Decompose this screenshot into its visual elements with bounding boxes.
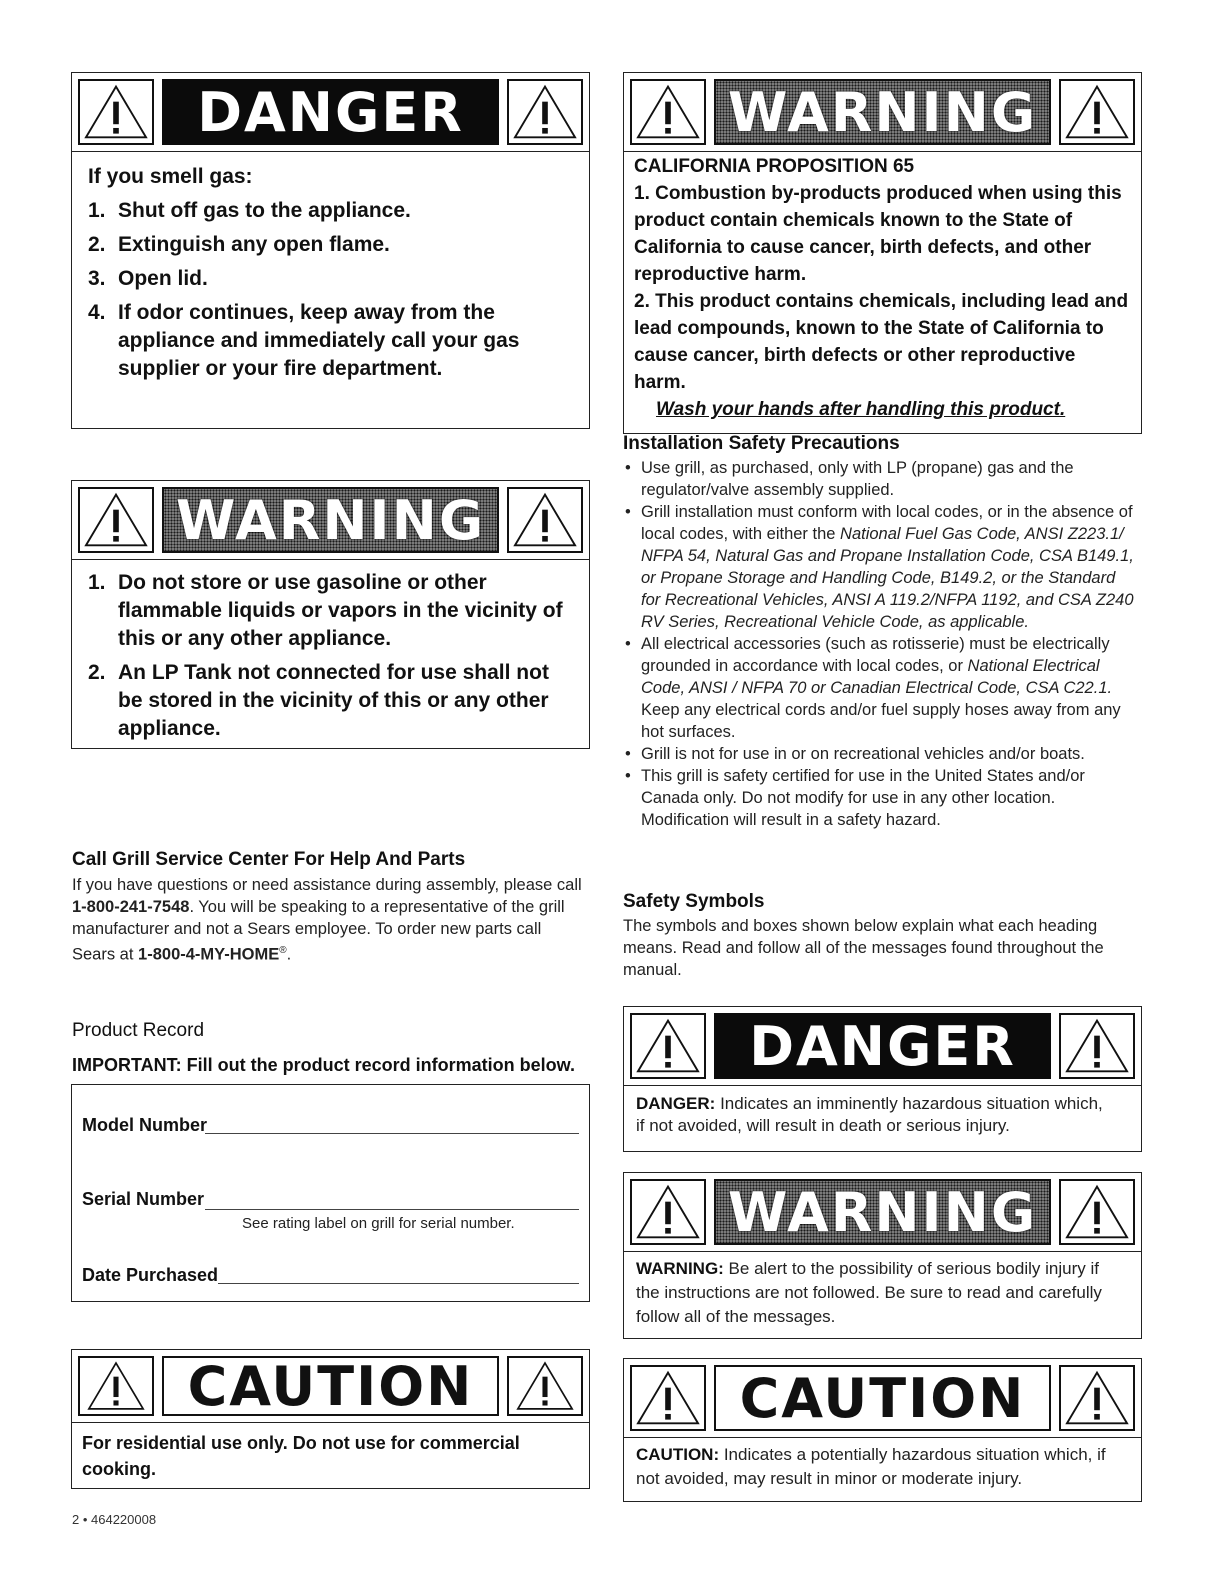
sign-header	[624, 73, 1141, 152]
warning-triangle-icon	[1059, 1179, 1135, 1245]
list-item: 2. Extinguish any open flame.	[88, 233, 390, 256]
caution-banner: CAUTION	[162, 1356, 499, 1416]
sign-header	[624, 1173, 1141, 1252]
caution-text: For residential use only. Do not use for commercial cooking.	[82, 1433, 520, 1479]
warning-triangle-icon	[630, 1365, 706, 1431]
service-title: Call Grill Service Center For Help And Parts	[72, 849, 466, 870]
warning-triangle-icon	[507, 487, 583, 553]
warning-triangle-icon	[78, 1356, 154, 1416]
danger-definition: DANGER: Indicates an imminently hazardous situation which, if not avoided, will result in death or serious injury.	[636, 1094, 1103, 1135]
list-item: 4. If odor continues, keep away from the appliance and immediately call your gas supplier or your fire department.	[88, 301, 520, 380]
safety-symbols-title: Safety Symbols	[623, 891, 765, 912]
page-footer: 2 • 464220008	[72, 1512, 157, 1527]
prop65-warning-sign	[623, 72, 1142, 434]
warning-triangle-icon	[1059, 79, 1135, 145]
list-item: • Use grill, as purchased, only with LP (propane) gas and the regulator/valve assembly supplied.	[623, 457, 1138, 501]
warning-banner: WARNING	[714, 79, 1051, 145]
wash-hands-notice: Wash your hands after handling this product.	[656, 399, 1066, 420]
warning-triangle-icon	[78, 79, 154, 145]
list-item: • This grill is safety certified for use in the United States and/or Canada only. Do not modify for use in any other location. Modification will result in a safety hazard.	[623, 765, 1138, 831]
sign-header	[72, 481, 589, 560]
danger-banner: DANGER	[162, 79, 499, 145]
product-record-important: IMPORTANT: Fill out the product record information below.	[72, 1055, 575, 1075]
caution-banner: CAUTION	[714, 1365, 1051, 1431]
warning-banner: WARNING	[162, 487, 499, 553]
danger-sign	[71, 72, 590, 429]
danger-intro: If you smell gas:	[88, 165, 253, 188]
serial-note: See rating label on grill for serial number.	[242, 1215, 515, 1232]
warning-triangle-icon	[507, 1356, 583, 1416]
installation-title: Installation Safety Precautions	[623, 433, 900, 454]
serial-number-label: Serial Number	[82, 1189, 205, 1209]
list-item: • All electrical accessories (such as rotisserie) must be electrically grounded in accordance with local codes, or National Electrical Code, ANSI / NFPA 70 or Canadian Electrical Code, CSA C22.1. Keep any electrical cords and/or fuel supply hoses away from any hot surfaces.	[623, 633, 1138, 743]
list-item: 3. Open lid.	[88, 267, 208, 290]
list-item: 2. An LP Tank not connected for use shall not be stored in the vicinity of this or any other appliance.	[88, 661, 549, 740]
warning-triangle-icon	[78, 487, 154, 553]
model-number-field[interactable]	[205, 1133, 579, 1134]
warning-list	[88, 569, 573, 743]
warning-triangle-icon	[630, 1179, 706, 1245]
warning-sign	[623, 1172, 1142, 1339]
prop65-heading: CALIFORNIA PROPOSITION 65	[634, 156, 915, 177]
warning-triangle-icon	[507, 79, 583, 145]
warning-triangle-icon	[630, 79, 706, 145]
list-item: • Grill is not for use in or on recreational vehicles and/or boats.	[623, 743, 1138, 765]
sign-header	[624, 1359, 1141, 1438]
list-item: 1. Do not store or use gasoline or other flammable liquids or vapors in the vicinity of this or any other appliance.	[88, 571, 563, 650]
danger-banner: DANGER	[714, 1013, 1051, 1079]
warning-banner: WARNING	[714, 1179, 1051, 1245]
prop65-paragraph: 2. This product contains chemicals, including lead and lead compounds, known to the State of California to cause cancer, birth defects or other reproductive harm.	[634, 291, 1129, 393]
warning-triangle-icon	[1059, 1013, 1135, 1079]
installation-section	[623, 433, 1138, 831]
sign-header	[72, 73, 589, 152]
phone-number: 1-800-4-MY-HOME	[138, 945, 280, 964]
serial-number-field[interactable]	[205, 1209, 579, 1210]
danger-sign	[623, 1006, 1142, 1152]
phone-number: 1-800-241-7548	[72, 898, 190, 916]
sign-header	[624, 1007, 1141, 1086]
model-number-label: Model Number	[82, 1115, 208, 1135]
sign-header	[72, 1350, 589, 1423]
service-text: If you have questions or need assistance during assembly, please call 1-800-241-7548. You will be speaking to a representative of the grill manufacturer and not a Sears employee. To order new parts call Sears at 1-800-4-MY-HOME®.	[72, 876, 582, 964]
safety-symbols-section	[623, 891, 1138, 981]
caution-sign	[623, 1358, 1142, 1502]
date-purchased-field[interactable]	[218, 1283, 579, 1284]
caution-sign	[71, 1349, 590, 1489]
prop65-paragraph: 1. Combustion by-products produced when using this product contain chemicals known to the State of California to cause cancer, birth defects, and other reproductive harm.	[634, 183, 1122, 285]
product-record-title: Product Record	[72, 1020, 205, 1041]
product-record-form	[71, 1084, 590, 1302]
caution-definition: CAUTION: Indicates a potentially hazardous situation which, if not avoided, may result in minor or moderate injury.	[636, 1445, 1106, 1488]
warning-triangle-icon	[1059, 1365, 1135, 1431]
warning-sign	[71, 480, 590, 749]
safety-symbols-text: The symbols and boxes shown below explain what each heading means. Read and follow all of the messages found throughout the manual.	[623, 917, 1104, 979]
list-item: • Grill installation must conform with local codes, or in the absence of local codes, with either the National Fuel Gas Code, ANSI Z223.1/ NFPA 54, Natural Gas and Propane Installation Code, CSA B149.1, or Propane Storage and Handling Code, B149.2, or the Standard for Recreational Vehicles, ANSI A 119.2/NFPA 1192, and CSA Z240 RV Series, Recreational Vehicle Code, as applicable.	[623, 501, 1138, 633]
date-purchased-label: Date Purchased	[82, 1265, 219, 1285]
warning-definition: WARNING: Be alert to the possibility of serious bodily injury if the instructions are not followed. Be sure to read and carefully follow all of the messages.	[636, 1259, 1102, 1326]
list-item: 1. Shut off gas to the appliance.	[88, 199, 411, 222]
danger-list	[88, 197, 573, 383]
service-section	[72, 849, 587, 966]
warning-triangle-icon	[630, 1013, 706, 1079]
installation-list	[623, 457, 1138, 831]
